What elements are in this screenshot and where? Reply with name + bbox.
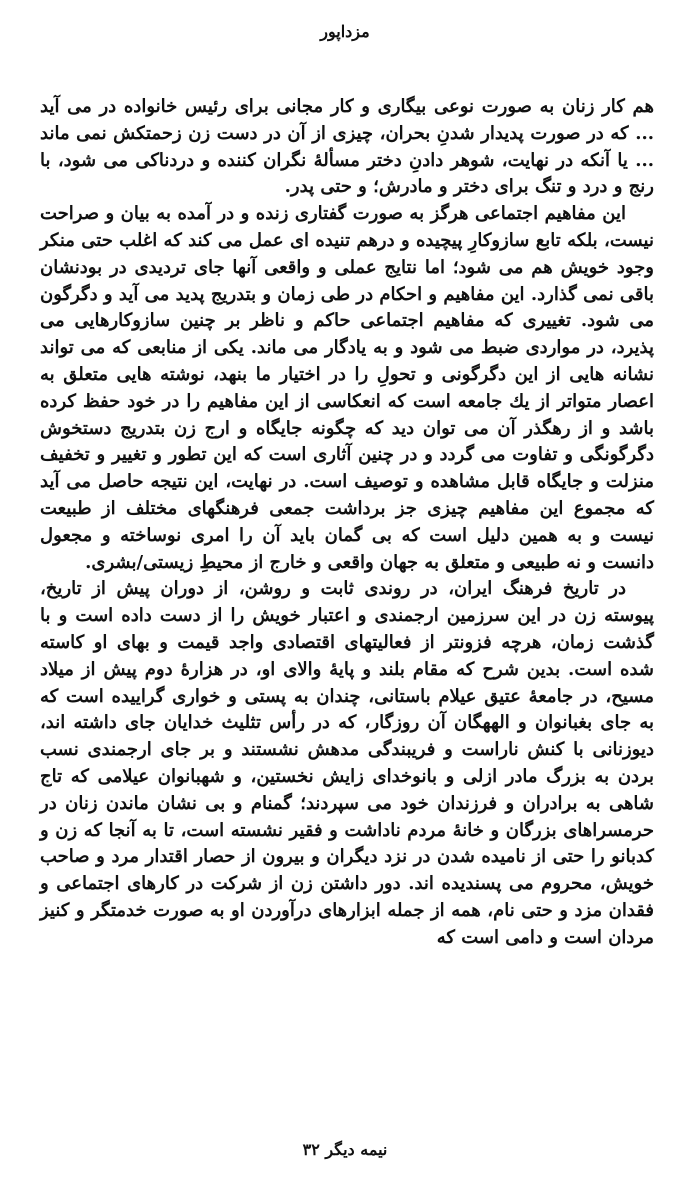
footer-journal-name: نیمه دیگر [325,1140,388,1159]
running-header: مزداپور [320,22,370,41]
paragraph-2: این مفاهیم اجتماعی هرگز به صورت گفتاری زنده و در آمده به بیان و صراحت نیست، بلکه تابع سازوکارِ پیچیده و درهم تنیده ای عمل می کند که اغلب حتی منکر وجود خویش هم می شود؛ اما نتایج عملی و واقعی آنها جای تردیدی در بودنشان باقی نمی گذارد. این مفاهیم و احکام در طی زمان و بتدریج پدید می آید و دگرگون می شود. تغییری که مفاهیم اجتماعی حاکم و ناظر بر چنین سازوکارهایی می پذیرد، در مواردی ضبط می شود و به یادگار می ماند. یکی از منابعی که می تواند نشانه هایی از این دگرگونی و تحولِ را در اختیار ما بنهد، نوشته هایی متعلق به اعصار متواتر از یك جامعه است که انعکاسی از این مفاهیم را در خود حفظ کرده باشد و از رهگذر آن می توان دید که چگونه جایگاه و ارج زن بتدریج دستخوش دگرگونگی و تفاوت می گردد و در چنین آثاری است که این تطور و تغییر و تخفیف منزلت و جایگاه قابل مشاهده و توصیف است. در نهایت، این نتیجه حاصل می آید که مجموع این مفاهیم چیزی جز برداشت جمعی فرهنگهای مختلف از طبیعت نیست و به همین دلیل است که بی گمان باید آن را امری نوساخته و مجعول دانست و نه طبیعی و متعلق به جهان واقعی و خارج از محیطِ زیستی/بشری. [40,203,655,573]
body-text [40,94,654,952]
paragraph-1: هم کار زنان به صورت نوعی بیگاری و کار مجانی برای رئیس خانواده در می آید ... که در صورت پدیدار شدنِ بحران، چیزی از آن در دست زن زحمتکش نمی ماند ... یا آنکه در نهایت، شوهر دادنِ دختر مسألهٔ نگران کننده و دردناکی می شود، با رنج و درد و تنگ برای دختر و مادرش؛ و حتی پدر. [40,96,655,198]
paragraph-3: در تاریخ فرهنگ ایران، در روندی ثابت و روشن، از دوران پیش از تاریخ، پیوسته زن در این سرزمین ارجمندی و اعتبار خویش را از دست داده است و با گذشت زمان، هرچه فزونتر از فعالیتهای اقتصادی واجد قیمت و بهای او کاسته شده است. بدین شرح که مقام بلند و پایهٔ والای او، در هزارهٔ دوم پیش از میلاد مسیح، در جامعهٔ عتیق عیلام باستانی، چندان به پستی و خواری گراییده است که به جای بغبانوان و الههگان آن روزگار، که در رأس تثلیث خدایان جای داشته اند، دیوزنانی با کنش ناراست و فریبندگی مدهش نشستند و بر جای ارجمندی نسب بردن به بزرگ مادر ازلی و بانوخدای زایش نخستین، و شهبانوان عیلامی که تاج شاهی به برادران و فرزندان خود می سپردند؛ گمنام و بی نشان ماندن زنان در حرمسراهای بزرگان و خانهٔ مردم ناداشت و فقیر نشسته است، تا به آنجا که زن و کدبانو را حتی از نامیده شدن در نزد دیگران و بیرون از حصار اقتدار مرد و صاحب خویش، محروم می پسندیده اند. دور داشتن زن از شرکت در کارهای اجتماعی و فقدان مزد و حتی نام، همه از جمله ابزارهای درآوردن او به صورت خدمتگر و کنیز مردان است و دامی است که [40,578,654,948]
page-footer [0,1140,690,1159]
footer-page-number: ۳۲ [302,1140,320,1159]
